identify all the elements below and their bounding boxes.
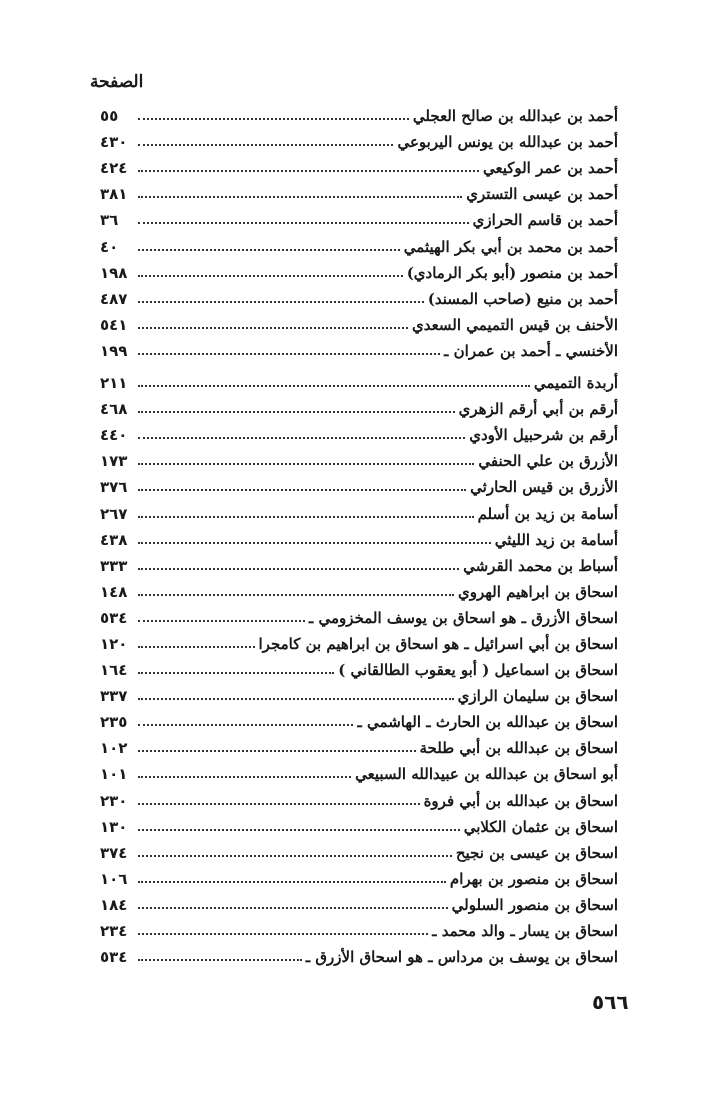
index-entry: [100, 682, 618, 708]
entry-name: الأزرق بن علي الحنفي: [478, 452, 618, 471]
entry-page: ١٤٨: [100, 582, 128, 601]
index-entry: [100, 786, 618, 812]
index-entry: [100, 421, 618, 447]
dot-leader: [138, 594, 454, 596]
index-entry: [100, 499, 618, 525]
index-entry: [100, 259, 618, 285]
entry-name: أحمد بن منيع (صاحب المسند): [427, 289, 618, 308]
entry-name: أرقم بن أبي أرقم الزهري: [458, 400, 618, 419]
entry-page: ٤٠: [100, 237, 119, 256]
dot-leader: [138, 327, 408, 329]
dot-leader: [138, 196, 462, 198]
index-entry: [100, 604, 618, 630]
dot-leader: [138, 385, 530, 387]
index-entry: [100, 311, 618, 337]
index-entry: [100, 473, 618, 499]
index-entry: [100, 839, 618, 865]
entry-name: الأحنف بن قيس التميمي السعدي: [412, 315, 618, 334]
entry-page: ٥٤١: [100, 315, 128, 334]
index-entry: [100, 656, 618, 682]
entry-name: أحمد بن عيسى التستري: [466, 185, 618, 204]
entry-page: ١٠٢: [100, 739, 128, 758]
entry-name: اسحاق بن عبدالله بن أبي فروة: [423, 791, 618, 810]
entry-page: ٤٤٠: [100, 426, 128, 445]
entry-page: ١٠١: [100, 765, 128, 784]
entry-name: اسحاق بن ابراهيم الهروي: [457, 582, 618, 601]
index-list: [100, 102, 618, 969]
dot-leader: [138, 118, 409, 120]
entry-name: اسحاق بن منصور السلولي: [451, 895, 618, 914]
entry-page: ١٣٠: [100, 817, 128, 836]
index-entry: [100, 578, 618, 604]
dot-leader: [138, 646, 255, 648]
dot-leader: [138, 672, 334, 674]
dot-leader: [138, 698, 454, 700]
index-entry: [100, 526, 618, 552]
index-entry: [100, 206, 618, 232]
entry-page: ٤٨٧: [100, 289, 128, 308]
entry-page: ١٦٤: [100, 661, 128, 680]
entry-name: الأزرق بن قيس الحارثي: [470, 478, 618, 497]
index-entry: [100, 760, 618, 786]
index-entry: [100, 943, 618, 969]
entry-page: ٢٦٧: [100, 504, 128, 523]
entry-page: ٣٧٤: [100, 843, 128, 862]
index-entry: [100, 285, 618, 311]
dot-leader: [138, 411, 455, 413]
dot-leader: [138, 959, 302, 961]
index-entry: [100, 154, 618, 180]
entry-page: ١٩٩: [100, 341, 128, 360]
index-entry: [100, 337, 618, 363]
entry-name: اسحاق بن عبدالله بن أبي طلحة: [419, 739, 618, 758]
dot-leader: [138, 489, 466, 491]
entry-name: أحمد بن عبدالله بن يونس اليربوعي: [397, 133, 618, 152]
dot-leader: [138, 907, 448, 909]
entry-name: أبو اسحاق بن عبدالله بن عبيدالله السبيعي: [355, 765, 618, 784]
index-entry: [100, 813, 618, 839]
dot-leader: [138, 855, 452, 857]
entry-page: ٢١١: [100, 374, 128, 393]
index-entry: [100, 128, 618, 154]
index-entry: [100, 552, 618, 578]
entry-page: ٤٣٨: [100, 530, 128, 549]
page-column-header: الصفحة: [90, 72, 144, 92]
entry-name: أسامة بن زيد بن أسلم: [477, 504, 618, 523]
entry-name: أحمد بن عبدالله بن صالح العجلي: [412, 107, 618, 126]
dot-leader: [138, 144, 393, 146]
dot-leader: [138, 881, 446, 883]
index-entry: [100, 180, 618, 206]
entry-name: أربدة التميمي: [533, 374, 618, 393]
entry-name: اسحاق بن أبي اسرائيل ـ هو اسحاق بن ابراهيم بن كامجرا: [258, 634, 618, 653]
entry-page: ٢٣٥: [100, 713, 128, 732]
entry-name: أسباط بن محمد القرشي: [463, 556, 618, 575]
dot-leader: [138, 463, 474, 465]
entry-name: أحمد بن محمد بن أبي بكر الهيثمي: [403, 237, 618, 256]
dot-leader: [138, 301, 424, 303]
entry-name: اسحاق بن عيسى بن نجيح: [455, 843, 618, 862]
dot-leader: [138, 776, 351, 778]
dot-leader: [138, 249, 400, 251]
entry-page: ٣٧٦: [100, 478, 128, 497]
dot-leader: [138, 620, 305, 622]
entry-page: ١٢٠: [100, 634, 128, 653]
dot-leader: [138, 568, 459, 570]
entry-page: ٥٥: [100, 107, 119, 126]
entry-page: ٤٦٨: [100, 400, 128, 419]
entry-page: ٣٣٧: [100, 687, 128, 706]
page-number: ٥٦٦: [592, 990, 629, 1014]
index-entry: [100, 630, 618, 656]
dot-leader: [138, 542, 491, 544]
index-entry: [100, 891, 618, 917]
dot-leader: [138, 803, 420, 805]
index-entry: [100, 865, 618, 891]
entry-name: أسامة بن زيد الليثي: [494, 530, 618, 549]
entry-name: أحمد بن قاسم الحرازي: [472, 211, 618, 230]
entry-name: اسحاق بن عبدالله بن الحارث ـ الهاشمي ـ: [357, 713, 618, 732]
index-entry: [100, 369, 618, 395]
entry-page: ١٩٨: [100, 263, 128, 282]
entry-page: ٣٦: [100, 211, 119, 230]
entry-name: اسحاق بن اسماعيل ( أبو يعقوب الطالقاني ): [338, 661, 618, 680]
entry-name: أرقم بن شرحبيل الأودي: [469, 426, 618, 445]
index-entry: [100, 395, 618, 421]
dot-leader: [138, 170, 479, 172]
dot-leader: [138, 933, 428, 935]
dot-leader: [138, 437, 465, 439]
entry-name: اسحاق بن عثمان الكلابي: [463, 817, 618, 836]
dot-leader: [138, 353, 440, 355]
dot-leader: [138, 516, 474, 518]
index-entry: [100, 734, 618, 760]
entry-page: ٤٣٠: [100, 133, 128, 152]
entry-name: اسحاق بن يوسف بن مرداس ـ هو اسحاق الأزرق ـ: [305, 948, 618, 967]
entry-name: اسحاق بن سليمان الرازي: [457, 687, 618, 706]
entry-name: اسحاق بن منصور بن بهرام: [449, 869, 618, 888]
index-entry: [100, 708, 618, 734]
entry-name: اسحاق الأزرق ـ هو اسحاق بن يوسف المخزومي ـ: [308, 608, 618, 627]
dot-leader: [138, 724, 353, 726]
entry-page: ٤٢٤: [100, 159, 128, 178]
index-entry: [100, 232, 618, 258]
entry-name: أحمد بن منصور (أبو بكر الرمادي): [406, 263, 618, 282]
entry-page: ٣٣٣: [100, 556, 128, 575]
entry-page: ٢٣٤: [100, 922, 128, 940]
index-entry: [100, 917, 618, 943]
entry-page: ٣٨١: [100, 185, 128, 204]
entry-page: ١٠٦: [100, 869, 128, 888]
entry-page: ١٧٣: [100, 452, 128, 471]
entry-name: أحمد بن عمر الوكيعي: [482, 159, 618, 178]
entry-page: ١٨٤: [100, 895, 128, 914]
entry-name: اسحاق بن يسار ـ والد محمد ـ: [432, 922, 618, 940]
dot-leader: [138, 275, 403, 277]
index-entry: [100, 102, 618, 128]
dot-leader: [138, 750, 416, 752]
entry-name: الأخنسي ـ أحمد بن عمران ـ: [444, 341, 618, 360]
entry-page: ٢٣٠: [100, 791, 128, 810]
index-entry: [100, 447, 618, 473]
dot-leader: [138, 829, 460, 831]
dot-leader: [138, 222, 469, 224]
entry-page: ٥٣٤: [100, 608, 128, 627]
entry-page: ٥٣٤: [100, 948, 128, 967]
